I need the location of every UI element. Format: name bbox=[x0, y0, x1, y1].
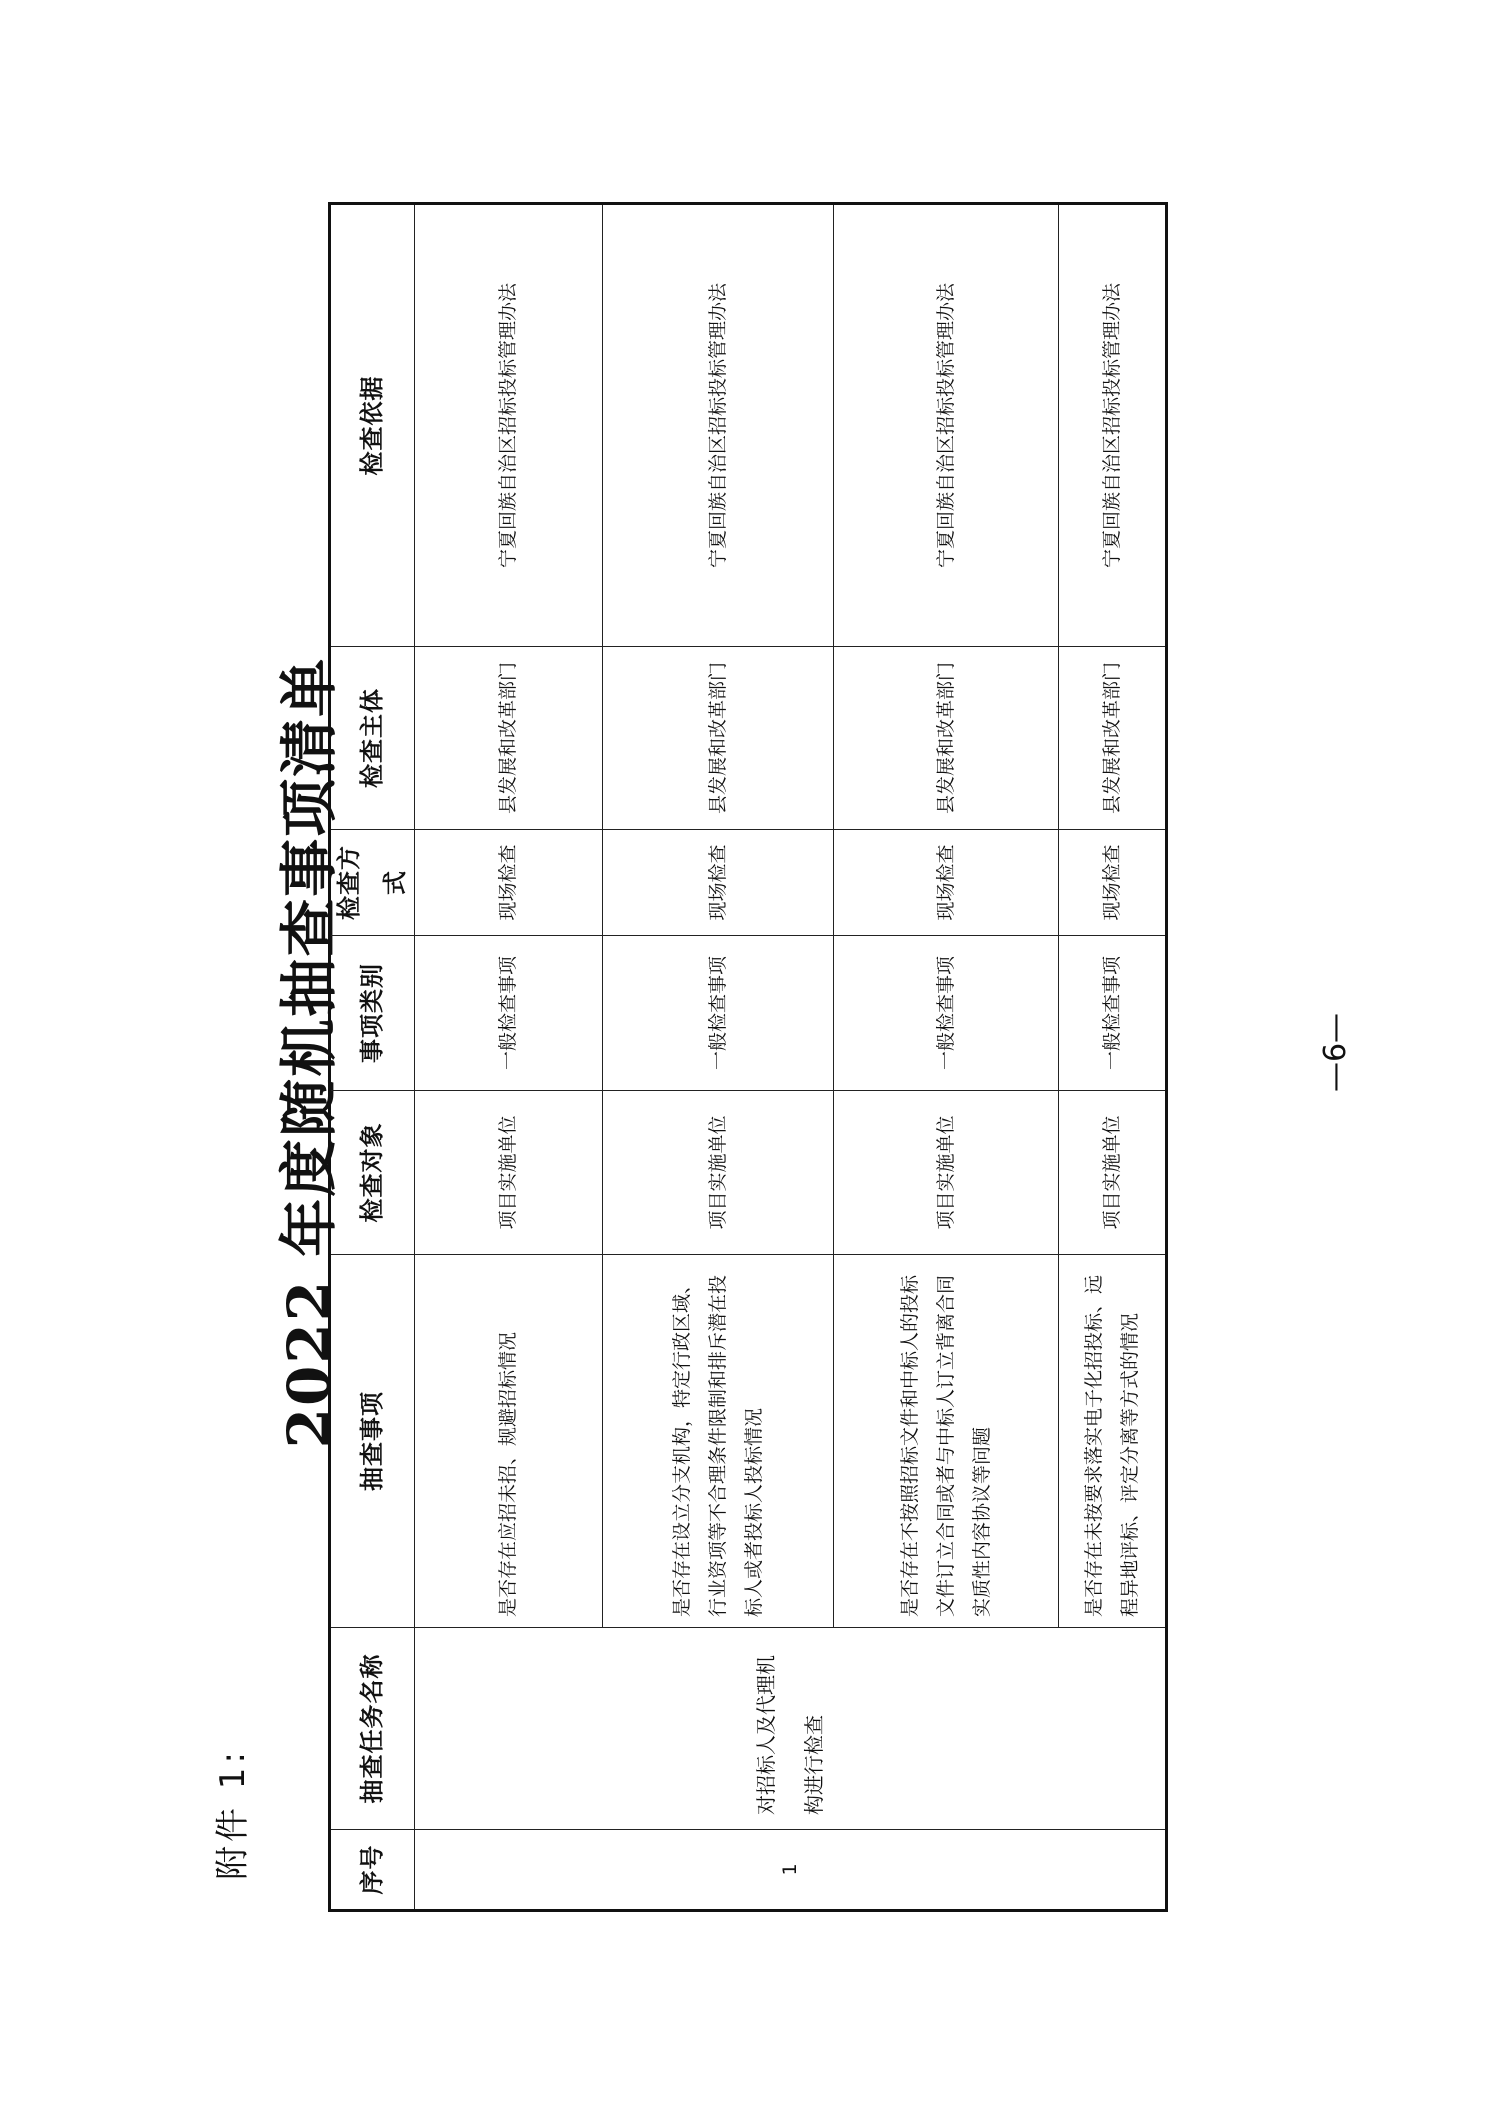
task-name: 对招标人及代理机构进行检查 bbox=[415, 1627, 1165, 1829]
table-row-item: 是否存在应招未招、规避招标情况 bbox=[415, 1254, 603, 1627]
table-row-subject: 县发展和改革部门 bbox=[603, 646, 834, 829]
table-row-target: 项目实施单位 bbox=[1059, 1090, 1165, 1254]
table-row-method: 现场检查 bbox=[415, 829, 603, 935]
table-row-basis: 宁夏回族自治区招标投标管理办法 bbox=[1100, 283, 1123, 569]
table-row-method: 现场检查 bbox=[1059, 829, 1165, 935]
table-row-target: 项目实施单位 bbox=[415, 1090, 603, 1254]
table-row-category: 一般检查事项 bbox=[603, 935, 834, 1090]
table-row-method: 现场检查 bbox=[603, 829, 834, 935]
header-subject: 检查主体 bbox=[331, 646, 415, 829]
header-seq: 序号 bbox=[331, 1829, 415, 1909]
table-row-item: 是否存在未按要求落实电子化招投标、远程异地评标、评定分离等方式的情况 bbox=[1059, 1254, 1165, 1627]
table-row-target: 项目实施单位 bbox=[834, 1090, 1059, 1254]
table-row-category: 一般检查事项 bbox=[834, 935, 1059, 1090]
table-row-category: 一般检查事项 bbox=[415, 935, 603, 1090]
table-row-subject: 县发展和改革部门 bbox=[415, 646, 603, 829]
inspection-table bbox=[328, 202, 1168, 1912]
header-category: 事项类别 bbox=[331, 935, 415, 1090]
header-item: 抽查事项 bbox=[331, 1254, 415, 1627]
table-row-target: 项目实施单位 bbox=[603, 1090, 834, 1254]
table-row-item: 是否存在设立分支机构，特定行政区域、行业资项等不合理条件限制和排斥潜在投标人或者投标人投标情况 bbox=[603, 1254, 834, 1627]
table-row-subject: 县发展和改革部门 bbox=[834, 646, 1059, 829]
header-target: 检查对象 bbox=[331, 1090, 415, 1254]
table-row-basis: 宁夏回族自治区招标投标管理办法 bbox=[415, 205, 603, 646]
header-task-name: 抽查任务名称 bbox=[331, 1627, 415, 1829]
table-row-subject: 县发展和改革部门 bbox=[1059, 646, 1165, 829]
document-title: 2022 年度随机抽查事项清单 bbox=[275, 656, 343, 1449]
table-row-basis: 宁夏回族自治区招标投标管理办法 bbox=[603, 205, 834, 646]
header-basis: 检查依据 bbox=[331, 205, 415, 646]
table-row-category: 一般检查事项 bbox=[1059, 935, 1165, 1090]
table-row-basis: 宁夏回族自治区招标投标管理办法 bbox=[834, 205, 1059, 646]
table-row-method: 现场检查 bbox=[834, 829, 1059, 935]
header-method: 检查方式 bbox=[331, 829, 415, 935]
task-number: 1 bbox=[415, 1829, 1165, 1909]
page-number: —6— bbox=[1318, 1012, 1353, 1093]
table-row-item: 是否存在不按照招标文件和中标人的投标文件订立合同或者与中标人订立背离合同实质性内容协议等问题 bbox=[834, 1254, 1059, 1627]
attachment-label: 附件 1: bbox=[213, 1748, 253, 1880]
